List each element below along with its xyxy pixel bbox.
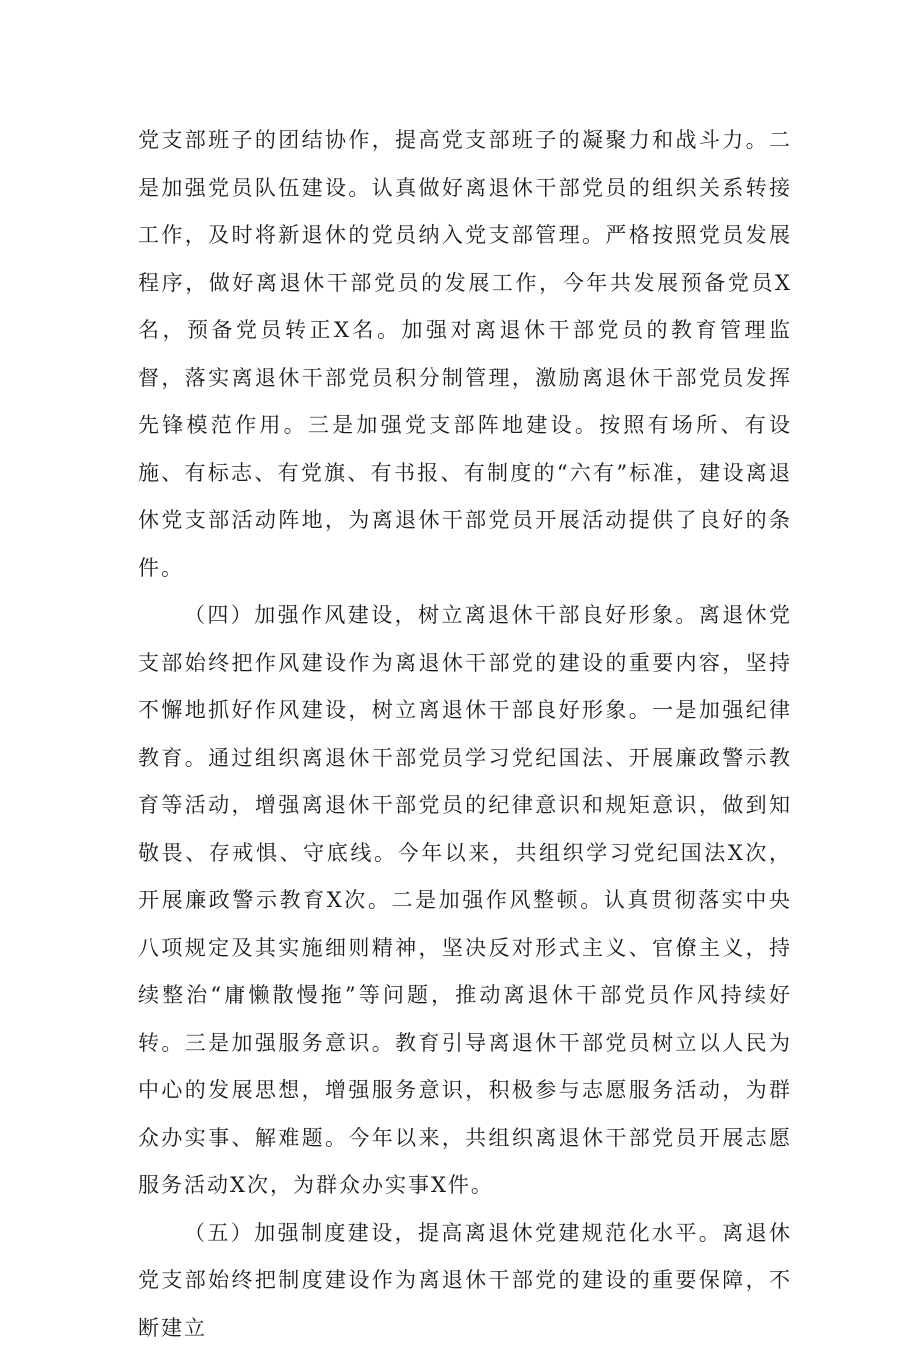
paragraph-continuation: 党支部班子的团结协作，提高党支部班子的凝聚力和战斗力。二是加强党员队伍建设。认真做好离退休干部党员的组织关系转接工作，及时将新退休的党员纳入党支部管理。严格按照党员发展程序，做好离退休干部党员的发展工作，今年共发展预备党员X名，预备党员转正X名。加强对离退休干部党员的教育管理监督，落实离退休干部党员积分制管理，激励离退休干部党员发挥先锋模范作用。三是加强党支部阵地建设。按照有场所、有设施、有标志、有党旗、有书报、有制度的“六有”标准，建设离退休党支部活动阵地，为离退休干部党员开展活动提供了良好的条件。 — [138, 117, 792, 592]
paragraph-section-five: （五）加强制度建设，提高离退休党建规范化水平。离退休党支部始终把制度建设作为离退休干部党的建设的重要保障，不断建立 — [138, 1210, 792, 1352]
document-body — [138, 117, 792, 1352]
paragraph-section-four: （四）加强作风建设，树立离退休干部良好形象。离退休党支部始终把作风建设作为离退休干部党的建设的重要内容，坚持不懈地抓好作风建设，树立离退休干部良好形象。一是加强纪律教育。通过组织离退休干部党员学习党纪国法、开展廉政警示教育等活动，增强离退休干部党员的纪律意识和规矩意识，做到知敬畏、存戒惧、守底线。今年以来，共组织学习党纪国法X次，开展廉政警示教育X次。二是加强作风整顿。认真贯彻落实中央八项规定及其实施细则精神，坚决反对形式主义、官僚主义，持续整治“庸懒散慢拖”等问题，推动离退休干部党员作风持续好转。三是加强服务意识。教育引导离退休干部党员树立以人民为中心的发展思想，增强服务意识，积极参与志愿服务活动，为群众办实事、解难题。今年以来，共组织离退休干部党员开展志愿服务活动X次，为群众办实事X件。 — [138, 592, 792, 1210]
